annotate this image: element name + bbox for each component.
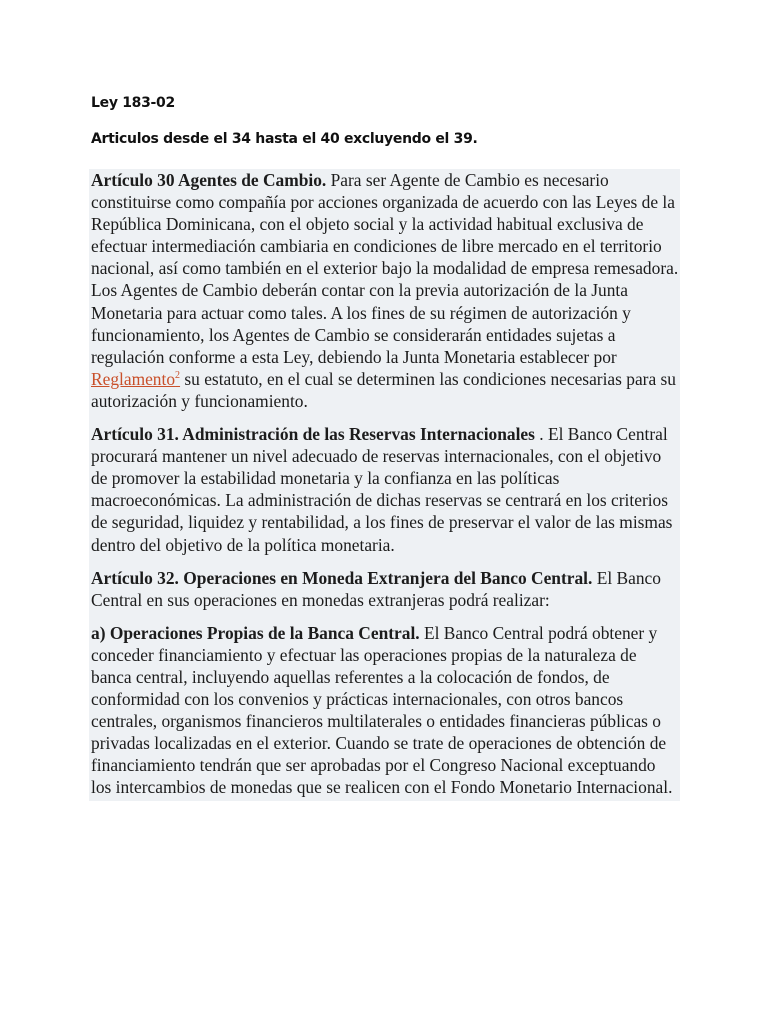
- article-31-title: Artículo 31. Administración de las Reservas Internacionales: [91, 424, 535, 445]
- article-32-paragraph: [91, 567, 680, 611]
- article-31-paragraph: [91, 423, 680, 556]
- article-32a-text: El Banco Central podrá obtener y conceder financiamiento y efectuar las operaciones propias de la naturaleza de banca central, incluyendo aquellas referentes a la colocación de fondos, de conformidad con los convenios y prácticas internacionales, con otros bancos centrales, organismos financieros multilaterales o entidades financieras públicas o privadas localizadas en el exterior. Cuando se trate de operaciones de obtención de financiamiento tendrán que ser aprobadas por el Congreso Nacional exceptuando los intercambios de monedas que se realicen con el Fondo Monetario Internacional.: [91, 622, 673, 798]
- law-title: Ley 183-02: [91, 95, 175, 111]
- article-32-title: Artículo 32. Operaciones en Moneda Extranjera del Banco Central.: [91, 567, 593, 588]
- article-32a-paragraph: [91, 622, 680, 799]
- article-30-title: Artículo 30 Agentes de Cambio.: [91, 170, 327, 190]
- article-32a-title: a) Operaciones Propias de la Banca Central.: [91, 622, 420, 643]
- article-32-text: El Banco Central en sus operaciones en monedas extranjeras podrá realizar:: [91, 567, 661, 610]
- article-31-text: . El Banco Central procurará mantener un nivel adecuado de reservas internacionales, con el objetivo de promover la estabilidad monetaria y la confianza en las políticas macroeconómicas. La administración de dichas reservas se centrará en los criterios de seguridad, liquidez y rentabilidad, a los fines de preservar el valor de las mismas dentro del objetivo de la política monetaria.: [91, 424, 673, 555]
- reglamento-link-text[interactable]: Reglamento: [91, 368, 176, 389]
- article-30-text-end: su estatuto, en el cual se determinen las condiciones necesarias para su autorización y funcionamiento.: [91, 368, 676, 411]
- document-subtitle: Articulos desde el 34 hasta el 40 excluyendo el 39.: [91, 131, 478, 147]
- article-30-paragraph: [91, 169, 680, 412]
- law-text-block: [89, 169, 680, 801]
- footnote-marker[interactable]: 2: [175, 370, 181, 382]
- reglamento-link[interactable]: [91, 369, 180, 389]
- article-30-text-start: Para ser Agente de Cambio es necesario constituirse como compañía por acciones organizada de acuerdo con las Leyes de la República Dominicana, con el objeto social y la actividad habitual exclusiva de efectuar intermediación cambiaria en condiciones de libre mercado en el territorio nacional, así como también en el exterior bajo la modalidad de empresa remesadora. Los Agentes de Cambio deberán contar con la previa autorización de la Junta Monetaria para actuar como tales. A los fines de su régimen de autorización y funcionamiento, los Agentes de Cambio se considerarán entidades sujetas a regulación conforme a esta Ley, debiendo la Junta Monetaria establecer por: [91, 170, 679, 367]
